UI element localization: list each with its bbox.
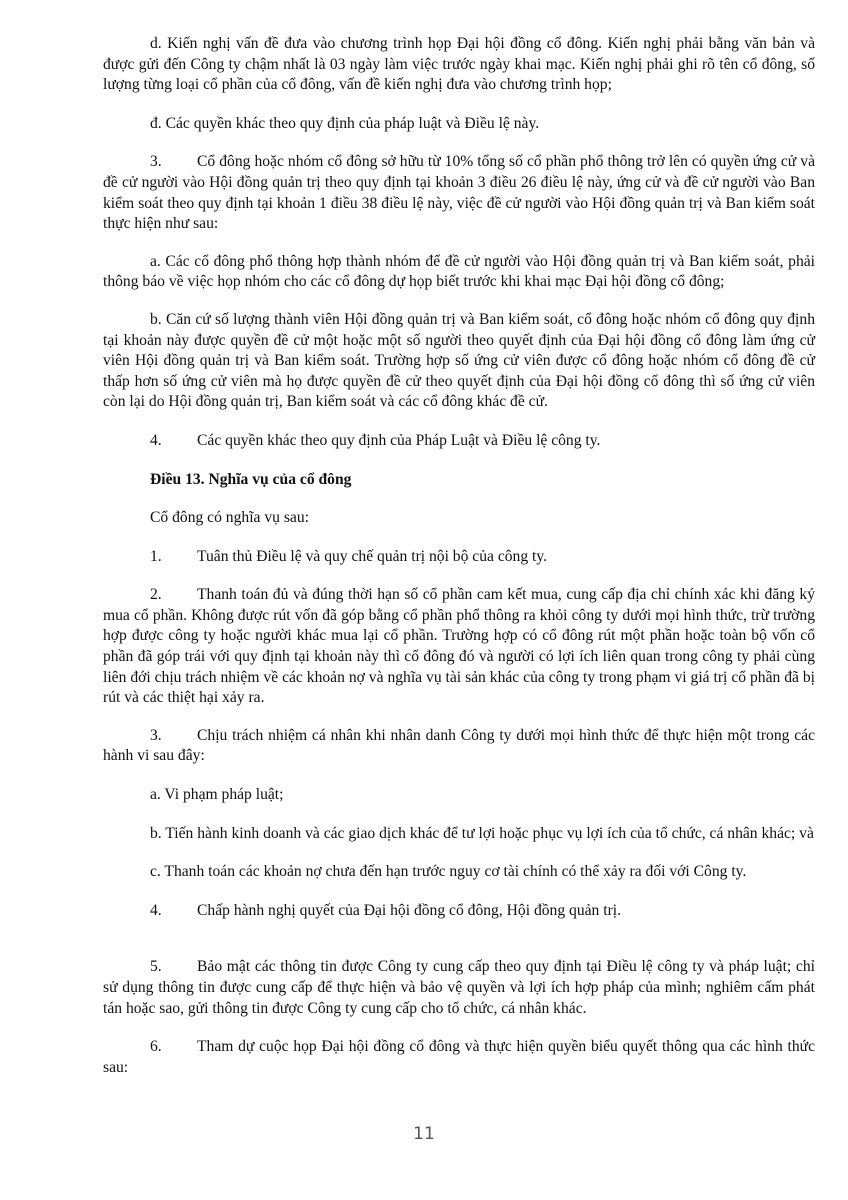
page-number: 11 xyxy=(413,1124,435,1144)
list-number: 2. xyxy=(150,586,162,604)
obligation-6 xyxy=(103,1037,815,1078)
paragraph-3a: a. Các cổ đông phổ thông hợp thành nhóm để đề cử người vào Hội đồng quản trị và Ban kiểm soát, phải thông báo về việc họp nhóm cho các cổ đông dự họp biết trước khi khai mạc Đại hội đồng cổ đông; xyxy=(103,252,815,291)
list-number: 4. xyxy=(150,901,162,919)
list-text: Tuân thủ Điều lệ và quy chế quản trị nội bộ của công ty. xyxy=(197,547,548,565)
obligation-3c: c. Thanh toán các khoản nợ chưa đến hạn trước nguy cơ tài chính có thể xảy ra đối với Công ty. xyxy=(150,863,747,881)
document-page xyxy=(103,34,815,1078)
article-intro: Cổ đông có nghĩa vụ sau: xyxy=(150,509,309,527)
list-number: 4. xyxy=(150,431,162,449)
obligation-2 xyxy=(103,585,815,709)
list-number: 6. xyxy=(150,1038,162,1056)
obligation-4 xyxy=(103,901,815,922)
list-text: Thanh toán đủ và đúng thời hạn số cổ phần cam kết mua, cung cấp địa chỉ chính xác khi đăng ký mua cổ phần. Không được rút vốn đã góp bằng cổ phần phổ thông ra khỏi công ty dưới mọi hình thức, trừ trường hợp được công ty hoặc người khác mua lại cổ phần. Trường hợp có cổ đông rút một phần hoặc toàn bộ vốn cổ phần đã góp trái với quy định tại khoản này thì cổ đông đó và người có lợi ích liên quan trong công ty phải cùng liên đới chịu trách nhiệm về các khoản nợ và nghĩa vụ tài sản khác của công ty trong phạm vi giá trị cổ phần đã bị rút và các thiệt hại xảy ra. xyxy=(103,586,815,707)
obligation-3b: b. Tiến hành kinh doanh và các giao dịch khác để tư lợi hoặc phục vụ lợi ích của tổ chức, cá nhân khác; và xyxy=(150,824,814,842)
list-text: Tham dự cuộc họp Đại hội đồng cổ đông và thực hiện quyền biểu quyết thông qua các hình thức sau: xyxy=(103,1038,815,1076)
list-item-4 xyxy=(103,431,815,452)
list-number: 5. xyxy=(150,958,162,976)
list-number: 3. xyxy=(150,726,162,744)
list-text: Cổ đông hoặc nhóm cổ đông sở hữu từ 10% tổng số cổ phần phổ thông trở lên có quyền ứng cử và đề cử người vào Hội đồng quản trị theo quy định tại khoản 3 điều 26 điều lệ này, ứng cử và đề cử người vào Ban kiểm soát theo quy định tại khoản 1 điều 38 điều lệ này, việc đề cử người vào Hội đồng quản trị và Ban kiểm soát thực hiện như sau: xyxy=(103,153,815,233)
paragraph-right-d: d. Kiến nghị vấn đề đưa vào chương trình họp Đại hội đồng cổ đông. Kiến nghị phải bằng văn bản và được gửi đến Công ty chậm nhất là 03 ngày làm việc trước ngày khai mạc. Kiến nghị phải ghi rõ tên cổ đông, số lượng từng loại cổ phần của cổ đông, vấn đề kiến nghị đưa vào chương trình họp; xyxy=(103,35,815,94)
obligation-1 xyxy=(103,547,815,568)
list-number: 1. xyxy=(150,547,162,565)
list-text: Chịu trách nhiệm cá nhân khi nhân danh Công ty dưới mọi hình thức để thực hiện một trong các hành vi sau đây: xyxy=(103,726,815,765)
list-text: Các quyền khác theo quy định của Pháp Luật và Điều lệ công ty. xyxy=(197,431,601,449)
paragraph-right-dd: đ. Các quyền khác theo quy định của pháp luật và Điều lệ này. xyxy=(150,114,540,132)
article-heading: Điều 13. Nghĩa vụ của cổ đông xyxy=(150,470,352,488)
paragraph-3b: b. Căn cứ số lượng thành viên Hội đồng quản trị và Ban kiểm soát, cổ đông hoặc nhóm cổ đông quy định tại khoản này được quyền đề cử một hoặc một số người theo quyết định của Đại hội đồng cổ đông làm ứng cử viên Hội đồng quản trị và Ban kiểm soát. Trường hợp số ứng cử viên được cổ đông hoặc nhóm cổ đông đề cử thấp hơn số ứng cử viên mà họ được quyền đề cử theo quyết định của Đại hội đồng cổ đông thì số ứng cử viên còn lại do Hội đồng quản trị, Ban kiểm soát và các cổ đông khác đề cử. xyxy=(103,310,815,411)
obligation-5 xyxy=(103,957,815,1019)
list-text: Chấp hành nghị quyết của Đại hội đồng cổ đông, Hội đồng quản trị. xyxy=(197,901,621,919)
list-item-3 xyxy=(103,152,815,234)
obligation-3 xyxy=(103,726,815,767)
obligation-3a: a. Vi phạm pháp luật; xyxy=(150,786,284,804)
list-text: Bảo mật các thông tin được Công ty cung cấp theo quy định tại Điều lệ công ty và pháp luật; chỉ sử dụng thông tin được cung cấp để thực hiện và bảo vệ quyền và lợi ích hợp pháp của mình; nghiêm cấm phát tán hoặc sao, gửi thông tin được Công ty cung cấp cho tổ chức, cá nhân khác. xyxy=(103,958,815,1017)
list-number: 3. xyxy=(150,153,162,171)
